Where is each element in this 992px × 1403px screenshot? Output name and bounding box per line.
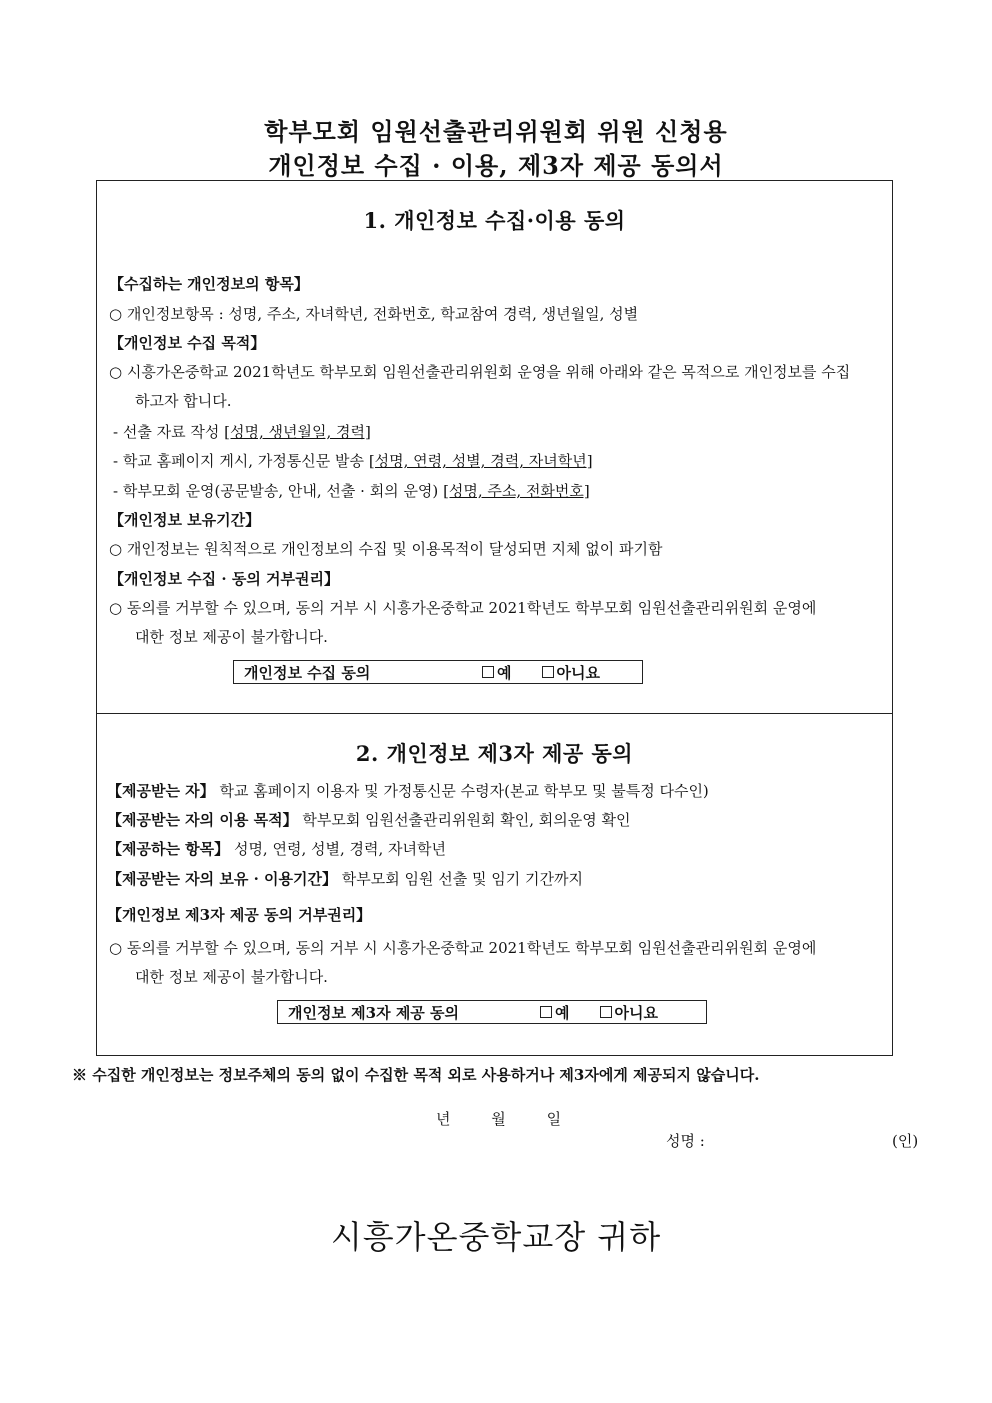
section-third-party-consent [96, 713, 893, 1056]
s1-yes-checkbox[interactable] [482, 666, 494, 678]
s1-yes-label: 예 [497, 663, 512, 682]
s1-items-heading: 【수집하는 개인정보의 항목】 [109, 275, 309, 293]
s1-retention-heading: 【개인정보 보유기간】 [109, 511, 261, 529]
privacy-note: ※ 수집한 개인정보는 정보주체의 동의 없이 수집한 목적 외로 사용하거나 제3자에게 제공되지 않습니다. [72, 1066, 760, 1084]
s1-purpose-bullet2 [113, 450, 593, 471]
section2-title: 2. 개인정보 제3자 제공 동의 [355, 741, 634, 766]
s2-recipient-text: 학교 홈페이지 이용자 및 가정통신문 수령자(본교 학부모 및 불특정 다수인) [219, 782, 709, 800]
section1-title: 1. 개인정보 수집·이용 동의 [363, 208, 626, 233]
s1-consent-yes[interactable] [482, 662, 512, 683]
s1-no-checkbox[interactable] [542, 666, 554, 678]
s2-no-checkbox[interactable] [600, 1006, 612, 1018]
addressee: 시흥가온중학교장 귀하 [330, 1218, 662, 1256]
s2-consent-no[interactable] [600, 1002, 658, 1023]
s2-yes-checkbox[interactable] [540, 1006, 552, 1018]
s2-no-label: 아니요 [614, 1003, 658, 1022]
s2-refusal-text2: 대한 정보 제공이 불가합니다. [135, 968, 328, 986]
s2-period-heading: 【제공받는 자의 보유 · 이용기간】 [107, 870, 337, 888]
s2-refusal-heading: 【개인정보 제3자 제공 동의 거부권리】 [107, 906, 372, 924]
document-title-line2: 개인정보 수집 · 이용, 제3자 제공 동의서 [268, 151, 724, 180]
s1-b3-text: - 학부모회 운영(공문발송, 안내, 선출 · 회의 운영) [113, 482, 439, 500]
s1-consent-no[interactable] [542, 662, 600, 683]
s1-b3-fields: [성명, 주소, 전화번호] [443, 482, 590, 500]
date-line [436, 1108, 597, 1129]
s1-b1-text: - 선출 자료 작성 [113, 423, 220, 441]
s1-b2-text: - 학교 홈페이지 게시, 가정통신문 발송 [113, 452, 365, 470]
s1-consent-box [233, 660, 643, 684]
s1-refusal-text1: ○ 동의를 거부할 수 있으며, 동의 거부 시 시흥가온중학교 2021학년도 학부모회 임원선출관리위원회 운영에 [109, 599, 817, 617]
date-month: 월 [491, 1110, 506, 1128]
s2-purpose-text: 학부모회 임원선출관리위원회 확인, 회의운영 확인 [302, 811, 631, 829]
document-title-line1: 학부모회 임원선출관리위원회 위원 신청용 [264, 117, 728, 146]
s1-consent-label: 개인정보 수집 동의 [244, 663, 371, 682]
s1-b1-fields: [성명, 생년월일, 경력] [224, 423, 371, 441]
s1-items-text: ○ 개인정보항목 : 성명, 주소, 자녀학년, 전화번호, 학교참여 경력, 생년월일, 성별 [109, 305, 639, 323]
section-collection-consent [96, 180, 893, 714]
s1-purpose-text2: 하고자 합니다. [135, 392, 232, 410]
date-year: 년 [436, 1110, 451, 1128]
s2-purpose-heading: 【제공받는 자의 이용 목적】 [107, 811, 298, 829]
s2-items-heading: 【제공하는 항목】 [107, 840, 230, 858]
s1-b2-fields: [성명, 연령, 성별, 경력, 자녀학년] [368, 452, 593, 470]
s2-consent-box [277, 1000, 707, 1024]
s2-items-row [107, 838, 446, 859]
s1-refusal-heading: 【개인정보 수집 · 동의 거부권리】 [109, 570, 339, 588]
signature-label: 성명 : [666, 1132, 705, 1150]
s2-refusal-text1: ○ 동의를 거부할 수 있으며, 동의 거부 시 시흥가온중학교 2021학년도 학부모회 임원선출관리위원회 운영에 [109, 939, 817, 957]
s1-no-label: 아니요 [556, 663, 600, 682]
s2-consent-yes[interactable] [540, 1002, 570, 1023]
s2-yes-label: 예 [555, 1003, 570, 1022]
s2-recipient-heading: 【제공받는 자】 [107, 782, 215, 800]
s2-recipient-row [107, 780, 709, 801]
s1-refusal-text2: 대한 정보 제공이 불가합니다. [135, 628, 328, 646]
s1-purpose-bullet3 [113, 480, 590, 501]
s1-purpose-heading: 【개인정보 수집 목적】 [109, 334, 266, 352]
s2-items-text: 성명, 연령, 성별, 경력, 자녀학년 [233, 840, 446, 858]
date-day: 일 [546, 1110, 562, 1128]
s2-purpose-row [107, 809, 631, 830]
s1-purpose-text1: ○ 시흥가온중학교 2021학년도 학부모회 임원선출관리위원회 운영을 위해 아래와 같은 목적으로 개인정보를 수집 [109, 363, 851, 381]
s2-consent-label: 개인정보 제3자 제공 동의 [288, 1003, 460, 1022]
s2-period-text: 학부모회 임원 선출 및 임기 기간까지 [341, 870, 583, 888]
signature-seal: (인) [892, 1132, 919, 1150]
s1-retention-text: ○ 개인정보는 원칙적으로 개인정보의 수집 및 이용목적이 달성되면 지체 없이 파기함 [109, 540, 663, 558]
s1-purpose-bullet1 [113, 421, 371, 442]
s2-period-row [107, 868, 583, 889]
